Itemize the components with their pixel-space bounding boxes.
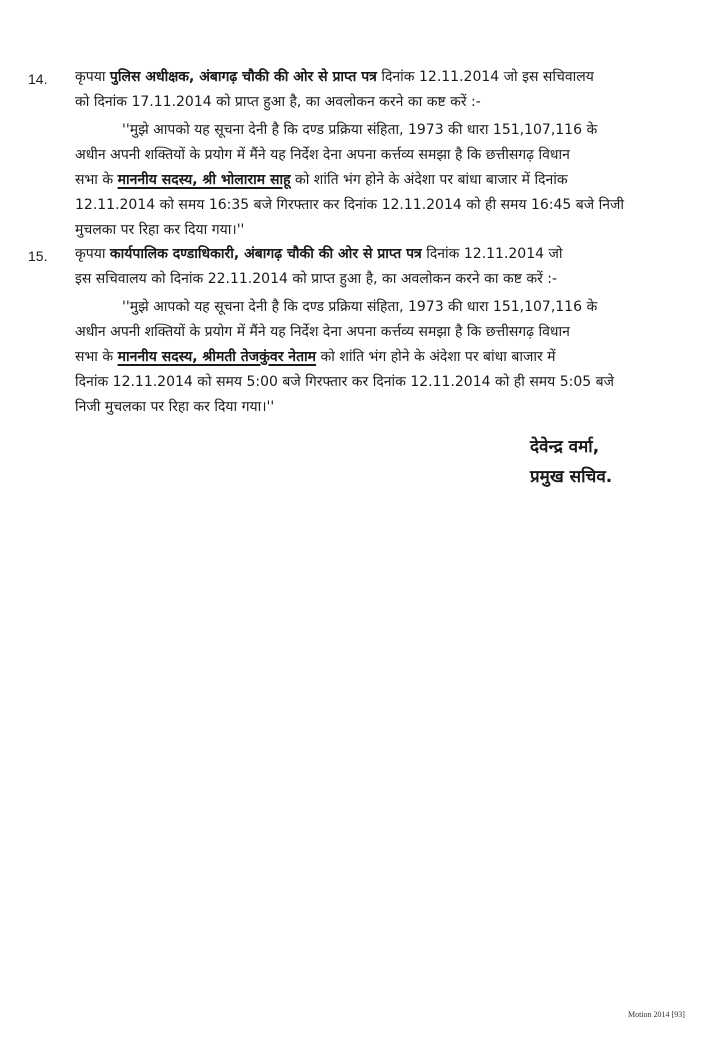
quote-line-2: अधीन अपनी शक्तियों के प्रयोग में मैंने यह निर्देश देना अपना कर्त्तव्य समझा है कि छत्तीसगढ़ विधान [75, 324, 570, 340]
quote-text: को शांति भंग होने के अंदेशा पर बांधा बाजार में दिनांक [290, 172, 568, 188]
intro-text: दिनांक 12.11.2014 जो [421, 246, 563, 262]
sender-title: कार्यपालिक दण्डाधिकारी, अंबागढ़ चौकी की ओर से प्राप्त पत्र [109, 246, 422, 262]
quote-line-3 [75, 169, 568, 191]
intro-line-1 [75, 66, 594, 88]
signatory-name: देवेन्द्र वर्मा, [530, 437, 600, 457]
quote-text: सभा के [75, 349, 118, 365]
quote-line-4: 12.11.2014 को समय 16:35 बजे गिरफ्तार कर दिनांक 12.11.2014 को ही समय 16:45 बजे निजी [75, 197, 625, 213]
quote-line-5: निजी मुचलका पर रिहा कर दिया गया।'' [75, 399, 275, 415]
intro-line-1 [75, 243, 563, 265]
intro-text: कृपया [75, 246, 110, 262]
member-name: माननीय सदस्य, श्रीमती तेजकुंवर नेताम [117, 349, 317, 365]
item-number: 14. [28, 71, 48, 87]
item-number: 15. [28, 248, 48, 264]
quote-line-3 [75, 346, 556, 368]
quote-line-1: ''मुझे आपको यह सूचना देनी है कि दण्ड प्रक्रिया संहिता, 1973 की धारा 151,107,116 के [122, 122, 598, 138]
quote-line-1: ''मुझे आपको यह सूचना देनी है कि दण्ड प्रक्रिया संहिता, 1973 की धारा 151,107,116 के [122, 299, 598, 315]
intro-line-2: इस सचिवालय को दिनांक 22.11.2014 को प्राप्त हुआ है, का अवलोकन करने का कष्ट करें :- [75, 271, 558, 287]
page-footer: Motion 2014 [93] [628, 1010, 685, 1019]
signatory-designation: प्रमुख सचिव. [530, 467, 613, 487]
quote-line-2: अधीन अपनी शक्तियों के प्रयोग में मैंने यह निर्देश देना अपना कर्त्तव्य समझा है कि छत्तीसगढ़ विधान [75, 147, 570, 163]
quote-text: को शांति भंग होने के अंदेशा पर बांधा बाजार में [316, 349, 556, 365]
quote-text: सभा के [75, 172, 118, 188]
intro-line-2: को दिनांक 17.11.2014 को प्राप्त हुआ है, का अवलोकन करने का कष्ट करें :- [75, 94, 481, 110]
quote-line-4: दिनांक 12.11.2014 को समय 5:00 बजे गिरफ्तार कर दिनांक 12.11.2014 को ही समय 5:05 बजे [75, 374, 614, 390]
sender-title: पुलिस अधीक्षक, अंबागढ़ चौकी की ओर से प्राप्त पत्र [109, 69, 377, 85]
intro-text: कृपया [75, 69, 110, 85]
member-name: माननीय सदस्य, श्री भोलाराम साहू [117, 172, 291, 188]
quote-line-5: मुचलका पर रिहा कर दिया गया।'' [75, 222, 245, 238]
intro-text: दिनांक 12.11.2014 जो इस सचिवालय [376, 69, 594, 85]
